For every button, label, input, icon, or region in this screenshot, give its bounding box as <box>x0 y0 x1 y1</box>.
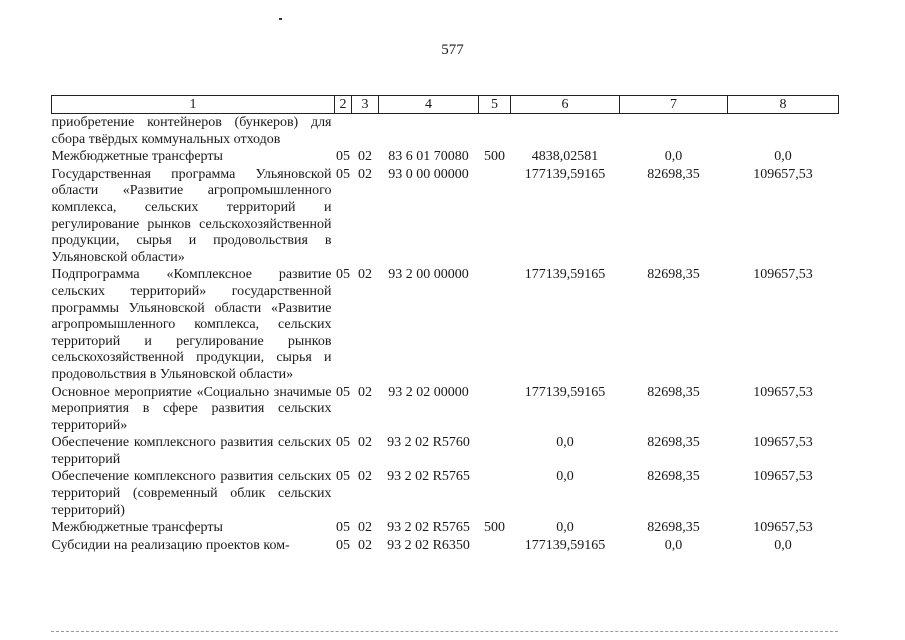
subsection-code: 02 <box>358 435 372 451</box>
amount-col8: 109657,53 <box>753 520 813 536</box>
column-header: 1 <box>52 96 335 114</box>
budget-table <box>51 95 839 554</box>
amount-col8: 109657,53 <box>753 435 813 451</box>
header-row <box>52 96 839 114</box>
amount-col8: 109657,53 <box>753 384 813 400</box>
expense-type-code <box>479 114 511 149</box>
table-row <box>52 434 839 468</box>
amount-col7: 82698,35 <box>647 267 700 283</box>
subsection-code: 02 <box>358 520 372 536</box>
amount-col7: 82698,35 <box>647 520 700 536</box>
section-code: 05 <box>336 520 350 536</box>
target-article-code: 83 6 01 70080 <box>388 149 469 165</box>
expense-type-code <box>479 434 511 468</box>
scan-speck <box>279 18 282 20</box>
row-name: Межбюджетные трансферты <box>51 520 223 536</box>
amount-col6: 177139,59165 <box>524 537 606 553</box>
section-code: 05 <box>336 384 350 400</box>
expense-type-code <box>479 266 511 383</box>
section-code: 05 <box>336 435 350 451</box>
target-article-code: 93 2 02 R5765 <box>387 520 470 536</box>
row-name: приобретение контейнеров (бункеров) для сбора твёрдых коммунальных отходов <box>51 115 332 147</box>
section-code <box>335 114 352 149</box>
row-name: Обеспечение комплексного развития сельских территорий <box>51 435 332 467</box>
section-code: 05 <box>336 149 350 165</box>
table-row <box>52 166 839 267</box>
table-row <box>52 519 839 537</box>
amount-col6: 4838,02581 <box>531 149 599 165</box>
table-row <box>52 468 839 519</box>
amount-col8: 0,0 <box>774 537 792 553</box>
amount-col7: 82698,35 <box>647 469 700 485</box>
amount-col8: 109657,53 <box>753 469 813 485</box>
section-code: 05 <box>336 267 350 283</box>
amount-col7: 82698,35 <box>647 435 700 451</box>
subsection-code: 02 <box>358 469 372 485</box>
column-header: 4 <box>379 96 479 114</box>
table-row <box>52 537 839 555</box>
amount-col8 <box>728 114 839 149</box>
row-name: Субсидии на реализацию проектов ком- <box>51 537 290 553</box>
amount-col7: 0,0 <box>664 149 683 165</box>
page-number: 577 <box>441 42 464 58</box>
row-name: Государственная программа Ульяновской области «Развитие агропромышленного комплекса, сельских территорий и регулирование рынков сельскохозяйственной продукции, сырья и продовольствия в Ульяновской области» <box>51 166 332 265</box>
target-article-code: 93 2 02 00000 <box>388 384 469 400</box>
amount-col6 <box>511 114 620 149</box>
target-article-code: 93 2 02 R5765 <box>387 469 470 485</box>
target-article-code: 93 2 00 00000 <box>388 267 469 283</box>
table-row <box>52 148 839 166</box>
table-row <box>52 114 839 149</box>
section-code: 05 <box>336 537 350 553</box>
amount-col6: 0,0 <box>556 520 574 536</box>
amount-col7 <box>620 114 728 149</box>
column-header: 6 <box>511 96 620 114</box>
target-article-code: 93 2 02 R6350 <box>387 537 470 553</box>
amount-col6: 177139,59165 <box>524 267 606 283</box>
table-row <box>52 266 839 383</box>
subsection-code: 02 <box>358 267 372 283</box>
target-article-code: 93 2 02 R5760 <box>387 435 470 451</box>
section-code: 05 <box>336 166 350 182</box>
amount-col8: 109657,53 <box>753 267 813 283</box>
amount-col6: 177139,59165 <box>524 384 606 400</box>
row-name: Межбюджетные трансферты <box>51 149 223 165</box>
subsection-code: 02 <box>358 149 372 165</box>
amount-col6: 0,0 <box>556 469 574 485</box>
subsection-code <box>352 114 379 149</box>
expense-type-code: 500 <box>484 520 505 536</box>
expense-type-code <box>479 537 511 555</box>
expense-type-code: 500 <box>484 149 505 165</box>
expense-type-code <box>479 384 511 435</box>
column-header: 7 <box>620 96 728 114</box>
column-header: 5 <box>479 96 511 114</box>
column-header: 3 <box>352 96 379 114</box>
amount-col8: 0,0 <box>774 149 792 165</box>
amount-col8: 109657,53 <box>753 166 813 182</box>
section-code: 05 <box>336 469 350 485</box>
expense-type-code <box>479 166 511 267</box>
amount-col7: 0,0 <box>664 537 683 553</box>
subsection-code: 02 <box>358 166 372 182</box>
table-row <box>52 384 839 435</box>
column-header: 2 <box>335 96 352 114</box>
amount-col7: 82698,35 <box>647 166 700 182</box>
row-name: Основное мероприятие «Социально значимые мероприятия в сфере развития сельских территорий» <box>51 384 332 433</box>
subsection-code: 02 <box>358 384 372 400</box>
page-cut-line <box>51 631 838 632</box>
target-article-code <box>379 114 479 149</box>
subsection-code: 02 <box>358 537 372 553</box>
expense-type-code <box>479 468 511 519</box>
amount-col7: 82698,35 <box>647 384 700 400</box>
amount-col6: 177139,59165 <box>524 166 606 182</box>
target-article-code: 93 0 00 00000 <box>388 166 469 182</box>
amount-col6: 0,0 <box>556 435 574 451</box>
row-name: Обеспечение комплексного развития сельских территорий (современный облик сельских территорий) <box>51 469 332 518</box>
row-name: Подпрограмма «Комплексное развитие сельских территорий» государственной программы Ульяновской области «Развитие агропромышленного комплекса, сельских территорий и регулирование рынков сельскохозяйственной продукции, сырья и продовольствия в Ульяновской области» <box>51 267 332 382</box>
column-header: 8 <box>728 96 839 114</box>
